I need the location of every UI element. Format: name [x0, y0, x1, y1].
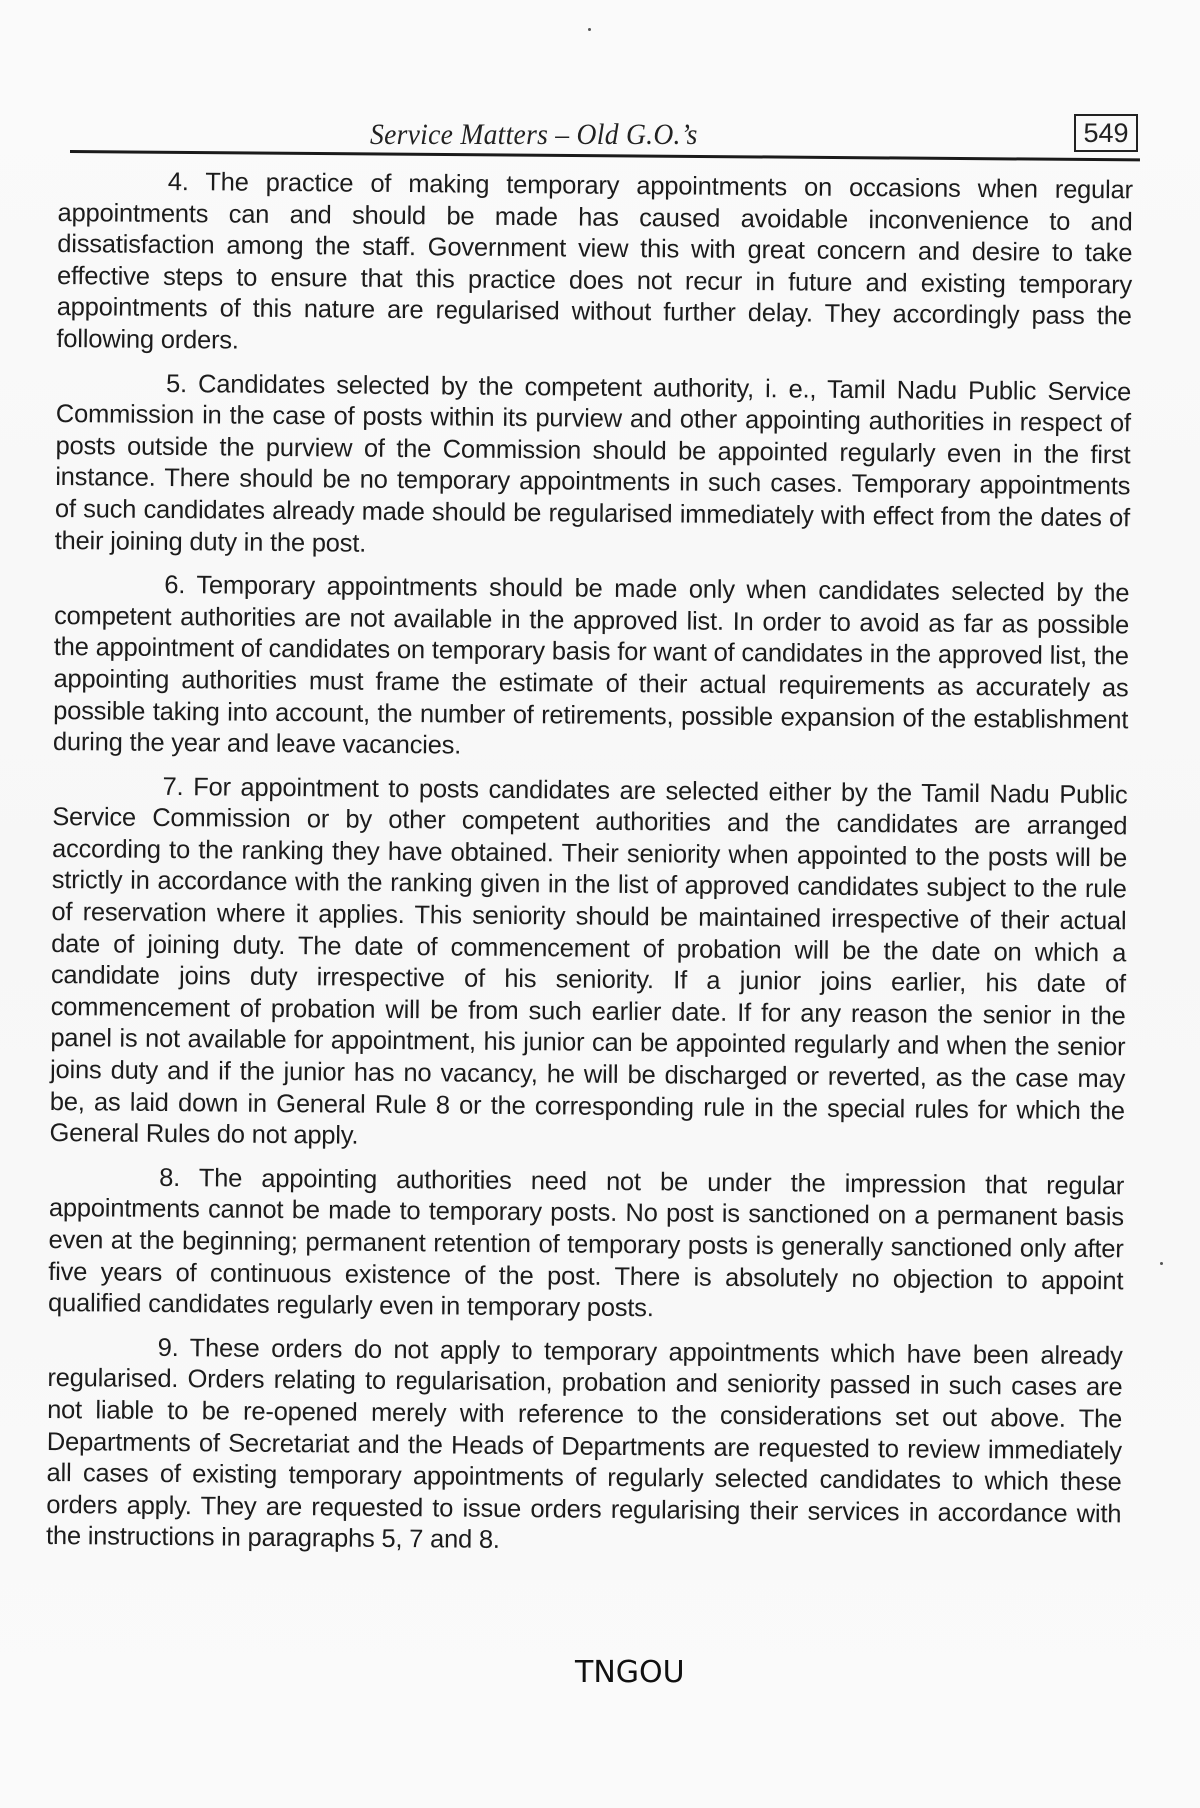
paragraph-6: 6. Temporary appointments should be made only when candidates selected by the competent authorities are not available in the approved list. In order to avoid as far as possible the appointment of candidates on temporary basis for want of candidates in the approved list, the appointing authorities must frame the estimate of their actual requirements as accurately as possible taking into account, the number of retirements, possible expansion of the establishment during the year and leave vacancies.: [52, 571, 1130, 760]
scan-speck: [1160, 1262, 1163, 1265]
footer-watermark: TNGOU: [575, 1655, 685, 1690]
paragraph-5: 5. Candidates selected by the competent authority, i. e., Tamil Nadu Public Service Commission in the case of posts within its purview and other appointing authorities in respect of posts outside the purview of the Commission should be appointed regularly even in the first instance. There should be no temporary appointments in such cases. Temporary appointments of such candidates already made should be regularised immediately with effect from the dates of their joining duty in the post.: [54, 369, 1132, 558]
paragraph-8: 8. The appointing authorities need not be under the impression that regular appointments cannot be made to temporary posts. No post is sanctioned on a permanent basis even at the beginning; permanent retention of temporary posts is generally sanctioned only after five years of continuous existence of the post. There is absolutely no objection to appoint qualified candidates regularly even in temporary posts.: [47, 1163, 1125, 1323]
running-header-title: Service Matters – Old G.O.’s: [370, 118, 698, 151]
paragraph-7: 7. For appointment to posts candidates are selected either by the Tamil Nadu Public Service Commission or by other competent authorities and the candidates are arranged according to the ranking they have obtained. Their seniority when appointed to the posts will be strictly in accordance with the ranking given in the list of approved candidates subject to the rule of reservation where it applies. This seniority should be maintained irrespective of their actual date of joining duty. The date of commencement of probation will be the date on which a candidate joins duty irrespective of his seniority. If a junior joins earlier, his date of commencement of probation will be from such earlier date. If for any reason the senior in the panel is not available for appointment, his junior can be appointed regularly and when the senior joins duty and if the junior has no vacancy, he will be discharged or reverted, as the case may be, as laid down in General Rule 8 or the corresponding rule in the special rules for which the General Rules do not apply.: [49, 772, 1128, 1150]
paragraph-9: 9. These orders do not apply to temporary appointments which have been already regularised. Orders relating to regularisation, probation and seniority passed in such cases are not liable to be re-opened merely with reference to the considerations set out above. The Departments of Secretariat and the Heads of Departments are requested to review immediately all cases of existing temporary appointments of regularly selected candidates to which these orders apply. They are requested to issue orders regularising their services in accordance with the instructions in paragraphs 5, 7 and 8.: [45, 1333, 1123, 1555]
page-number-box: 549: [1074, 114, 1138, 152]
paragraph-4: 4. The practice of making temporary appointments on occasions when regular appointments can and should be made has caused avoidable inconvenience to and dissatisfaction among the staff. Government view this with great concern and desire to take effective steps to ensure that this practice does not recur in future and existing temporary appointments of this nature are regularised without further delay. They accordingly pass the following orders.: [56, 167, 1133, 355]
document-body: [46, 166, 1133, 1562]
scan-speck: [588, 28, 591, 31]
